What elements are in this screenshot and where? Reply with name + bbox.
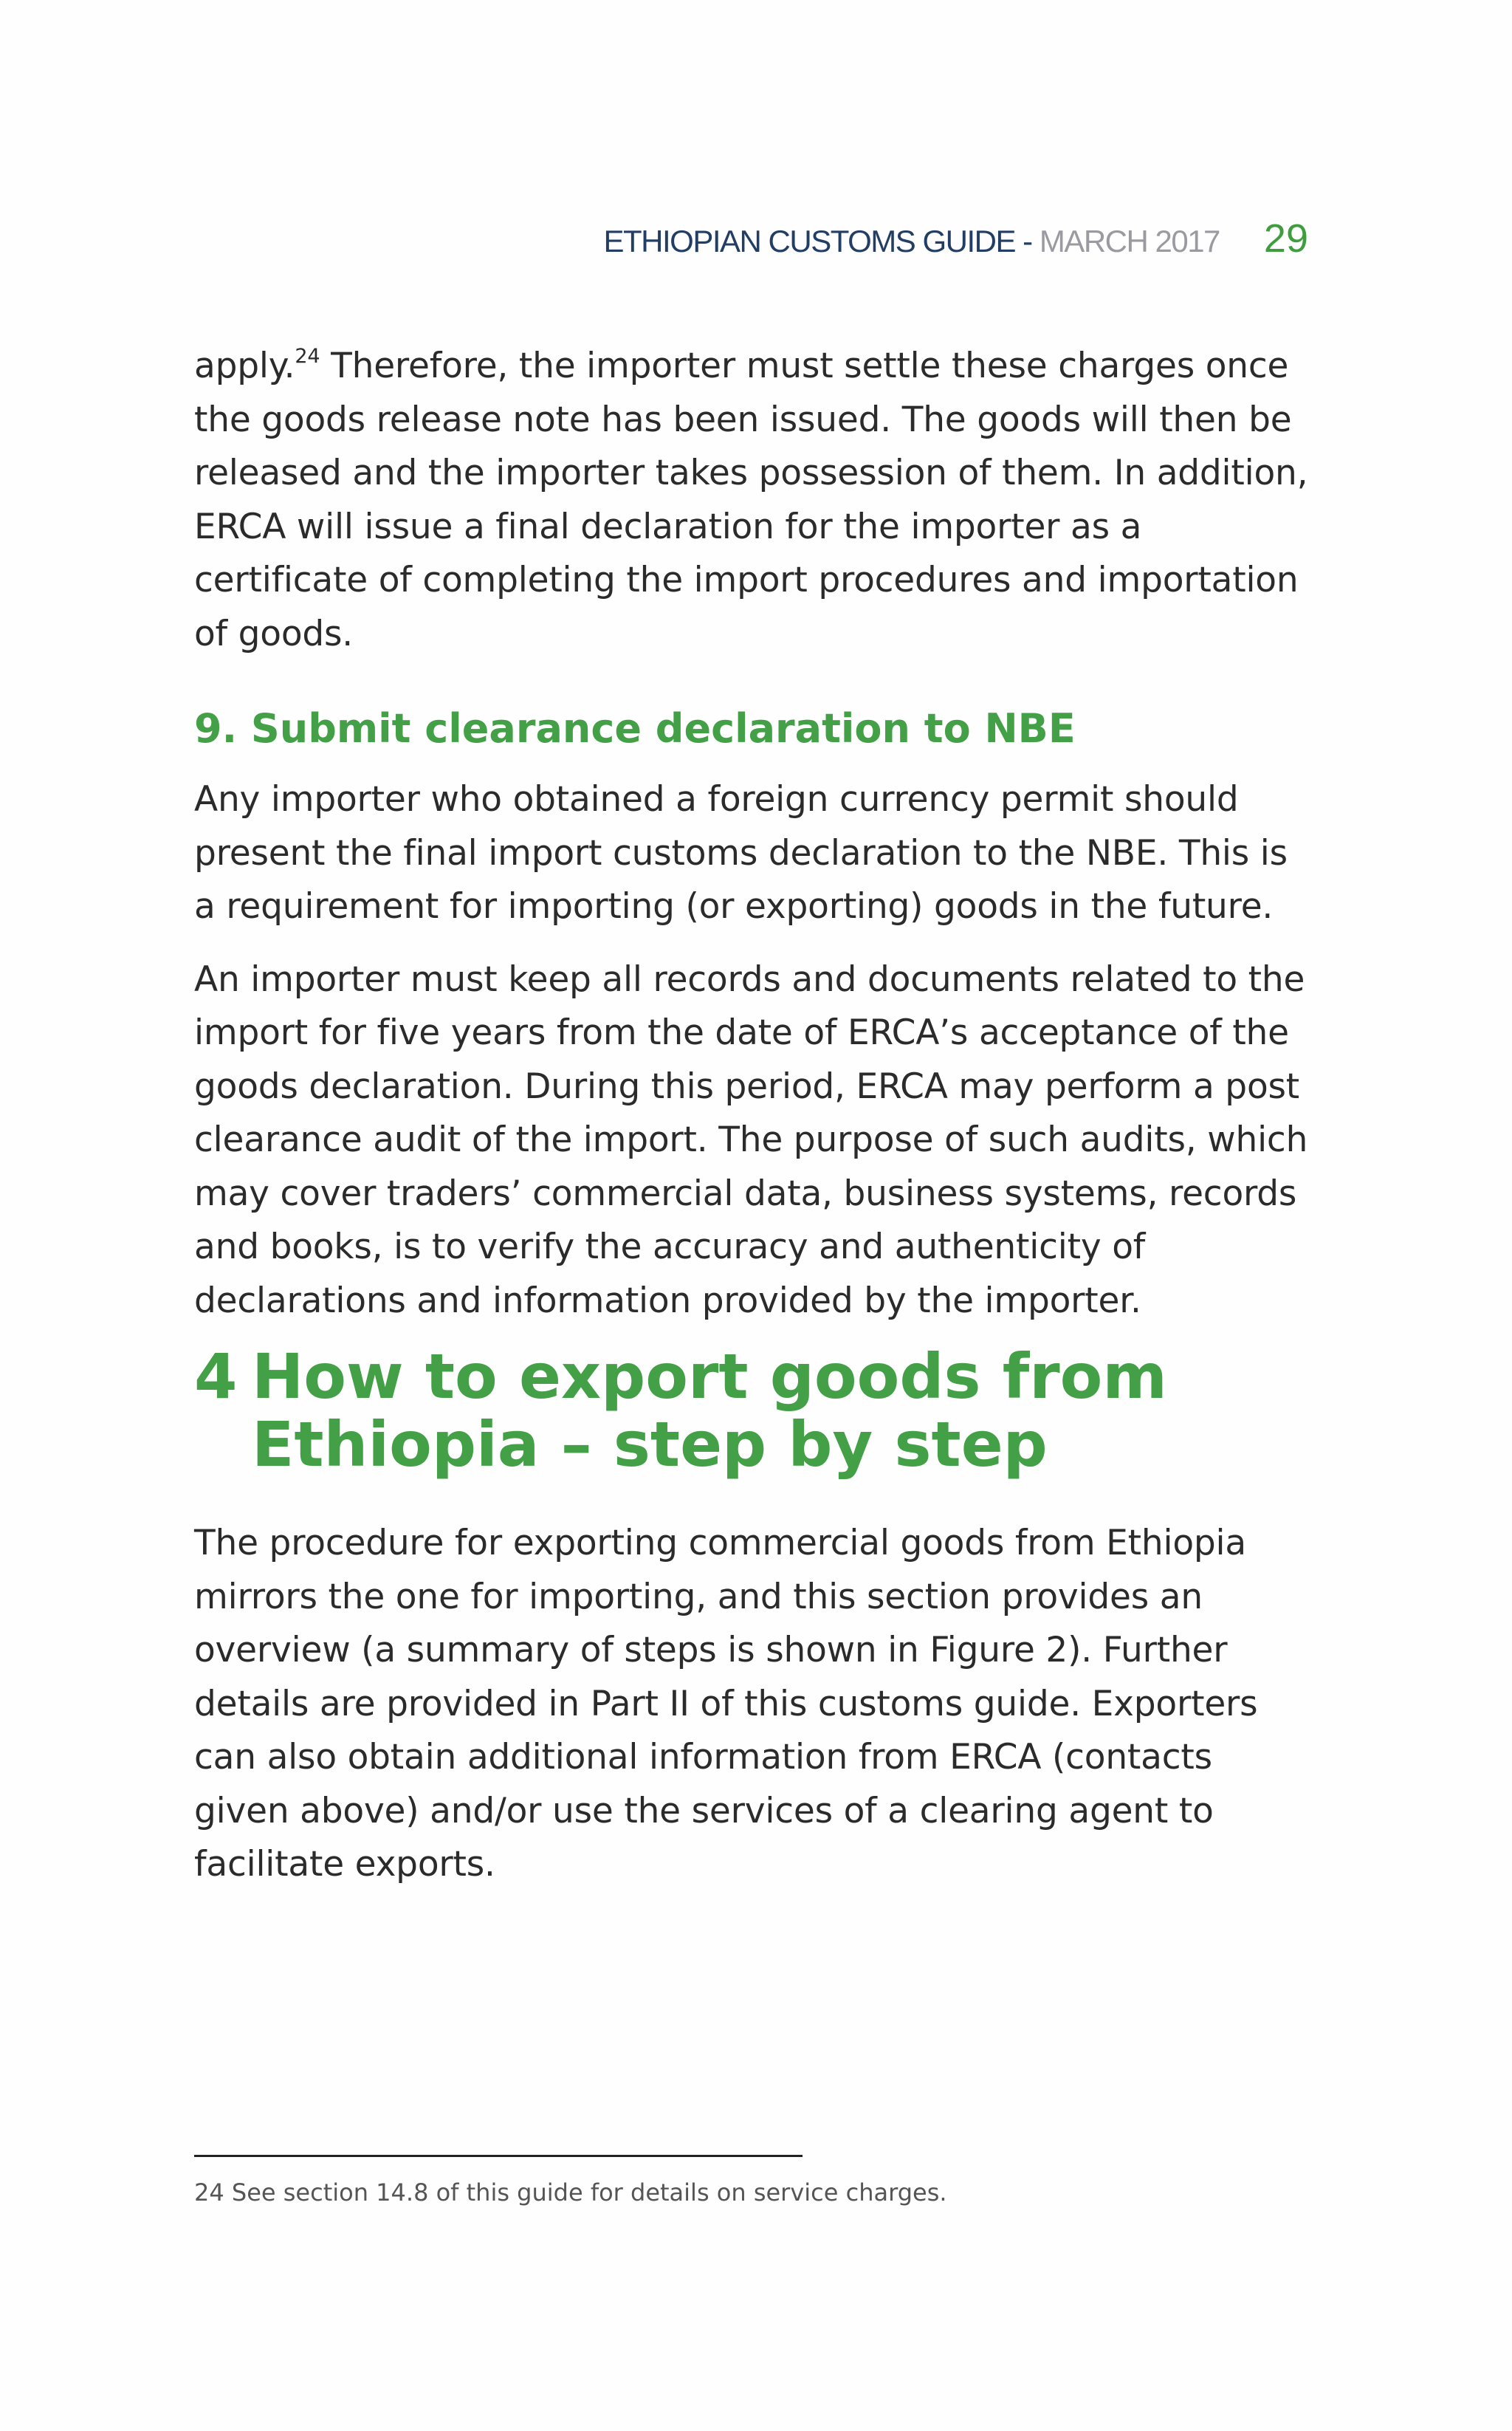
intro-text-start: apply. — [194, 346, 295, 386]
footnote-reference: 24 — [295, 345, 320, 368]
section-title: How to export goods from Ethiopia – step by step — [252, 1340, 1167, 1481]
section-4-heading — [194, 1340, 1316, 1481]
step-9-paragraph-2: An importer must keep all records and documents related to the import for five years from the date of ERCA’s acceptance of the goods declaration. During this period, ERCA may perform a post clearance audit of the import. The purpose of such audits, which may cover traders’ commercial data, business systems, records and books, is to verify the accuracy and authenticity of declarations and information provided by the importer. — [194, 959, 1308, 1321]
step-9-heading: 9. Submit clearance declaration to NBE — [194, 705, 1076, 752]
page-content — [194, 340, 1316, 1892]
intro-paragraph — [194, 340, 1316, 661]
step-9-paragraph-1: Any importer who obtained a foreign currency permit should present the final import customs declaration to the NBE. This is a requirement for importing (or exporting) goods in the future. — [194, 779, 1288, 927]
footnote: 24 See section 14.8 of this guide for details on service charges. — [194, 2178, 947, 2207]
footnote-divider — [194, 2155, 803, 2157]
running-header — [0, 216, 1308, 261]
header-title: ETHIOPIAN CUSTOMS GUIDE — [603, 224, 1015, 258]
section-4-paragraph: The procedure for exporting commercial goods from Ethiopia mirrors the one for importing, and this section provides an overview (a summary of steps is shown in Figure 2). Further details are provided in Part II of this customs guide. Exporters can also obtain additional information from ERCA (contacts given above) and/or use the services of a clearing agent to facilitate exports. — [194, 1523, 1258, 1885]
page-number: 29 — [1263, 216, 1308, 261]
header-separator: - — [1014, 224, 1040, 258]
section-number: 4 — [194, 1340, 238, 1413]
header-date: MARCH 2017 — [1039, 224, 1220, 258]
intro-text-rest: Therefore, the importer must settle these charges once the goods release note has been issued. The goods will then be released and the importer takes possession of them. In addition, ERCA will issue a final declaration for the importer as a certificate of completing the import procedures and importation of goods. — [194, 346, 1308, 654]
